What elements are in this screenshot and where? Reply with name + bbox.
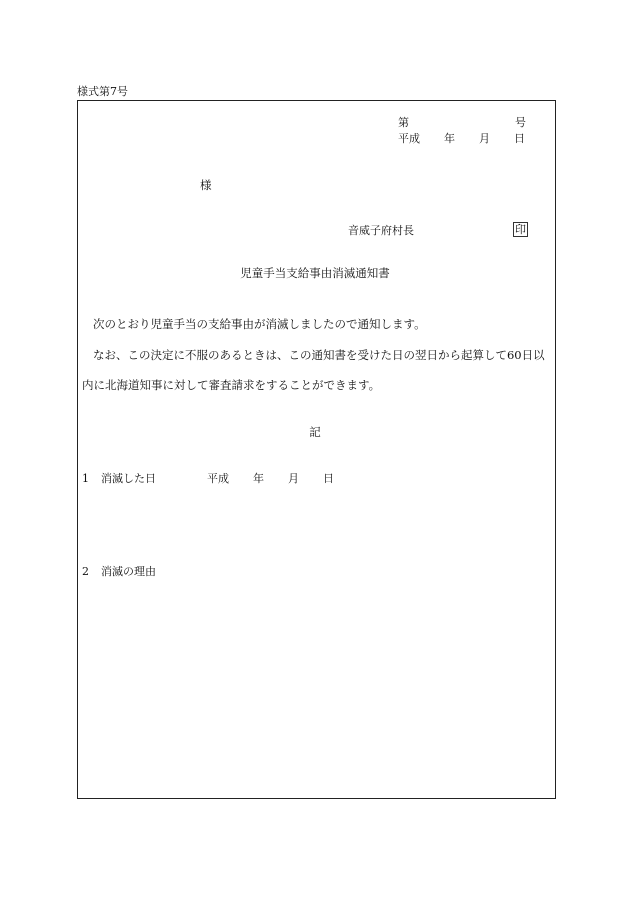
form-number-label: 様式第7号 xyxy=(77,85,128,98)
item-1-year: 年 xyxy=(253,472,264,485)
ki-heading: 記 xyxy=(309,425,321,439)
document-frame xyxy=(77,100,556,799)
item-1-month: 月 xyxy=(288,472,299,485)
seal-mark: 印 xyxy=(515,223,526,236)
item-1-label: 消滅した日 xyxy=(101,472,156,485)
issue-date-era: 平成 xyxy=(398,132,420,145)
item-2 xyxy=(82,566,156,577)
issuer-name: 音威子府村長 xyxy=(348,224,414,237)
body-paragraph-2-line-2: 内に北海道知事に対して審査請求をすることができます。 xyxy=(82,378,381,392)
item-2-number: 2 xyxy=(82,565,89,578)
item-1-era: 平成 xyxy=(207,472,229,485)
item-1-date xyxy=(207,473,334,484)
issue-date xyxy=(398,133,525,144)
document-title: 児童手当支給事由消滅通知書 xyxy=(240,266,390,280)
document-number-suffix: 号 xyxy=(515,116,526,129)
addressee-honorific: 様 xyxy=(200,178,212,192)
item-1-number: 1 xyxy=(82,472,89,485)
body-paragraph-2-line-1: なお、この決定に不服のあるときは、この通知書を受けた日の翌日から起算して60日以 xyxy=(93,348,545,362)
document-number-prefix: 第 xyxy=(398,116,409,129)
item-2-label: 消滅の理由 xyxy=(101,565,156,578)
issue-date-year: 年 xyxy=(444,132,455,145)
item-1 xyxy=(82,473,156,484)
issue-date-day: 日 xyxy=(514,132,525,145)
item-1-day: 日 xyxy=(323,472,334,485)
body-paragraph-1: 次のとおり児童手当の支給事由が消滅しましたので通知します。 xyxy=(93,317,426,331)
issue-date-month: 月 xyxy=(479,132,490,145)
